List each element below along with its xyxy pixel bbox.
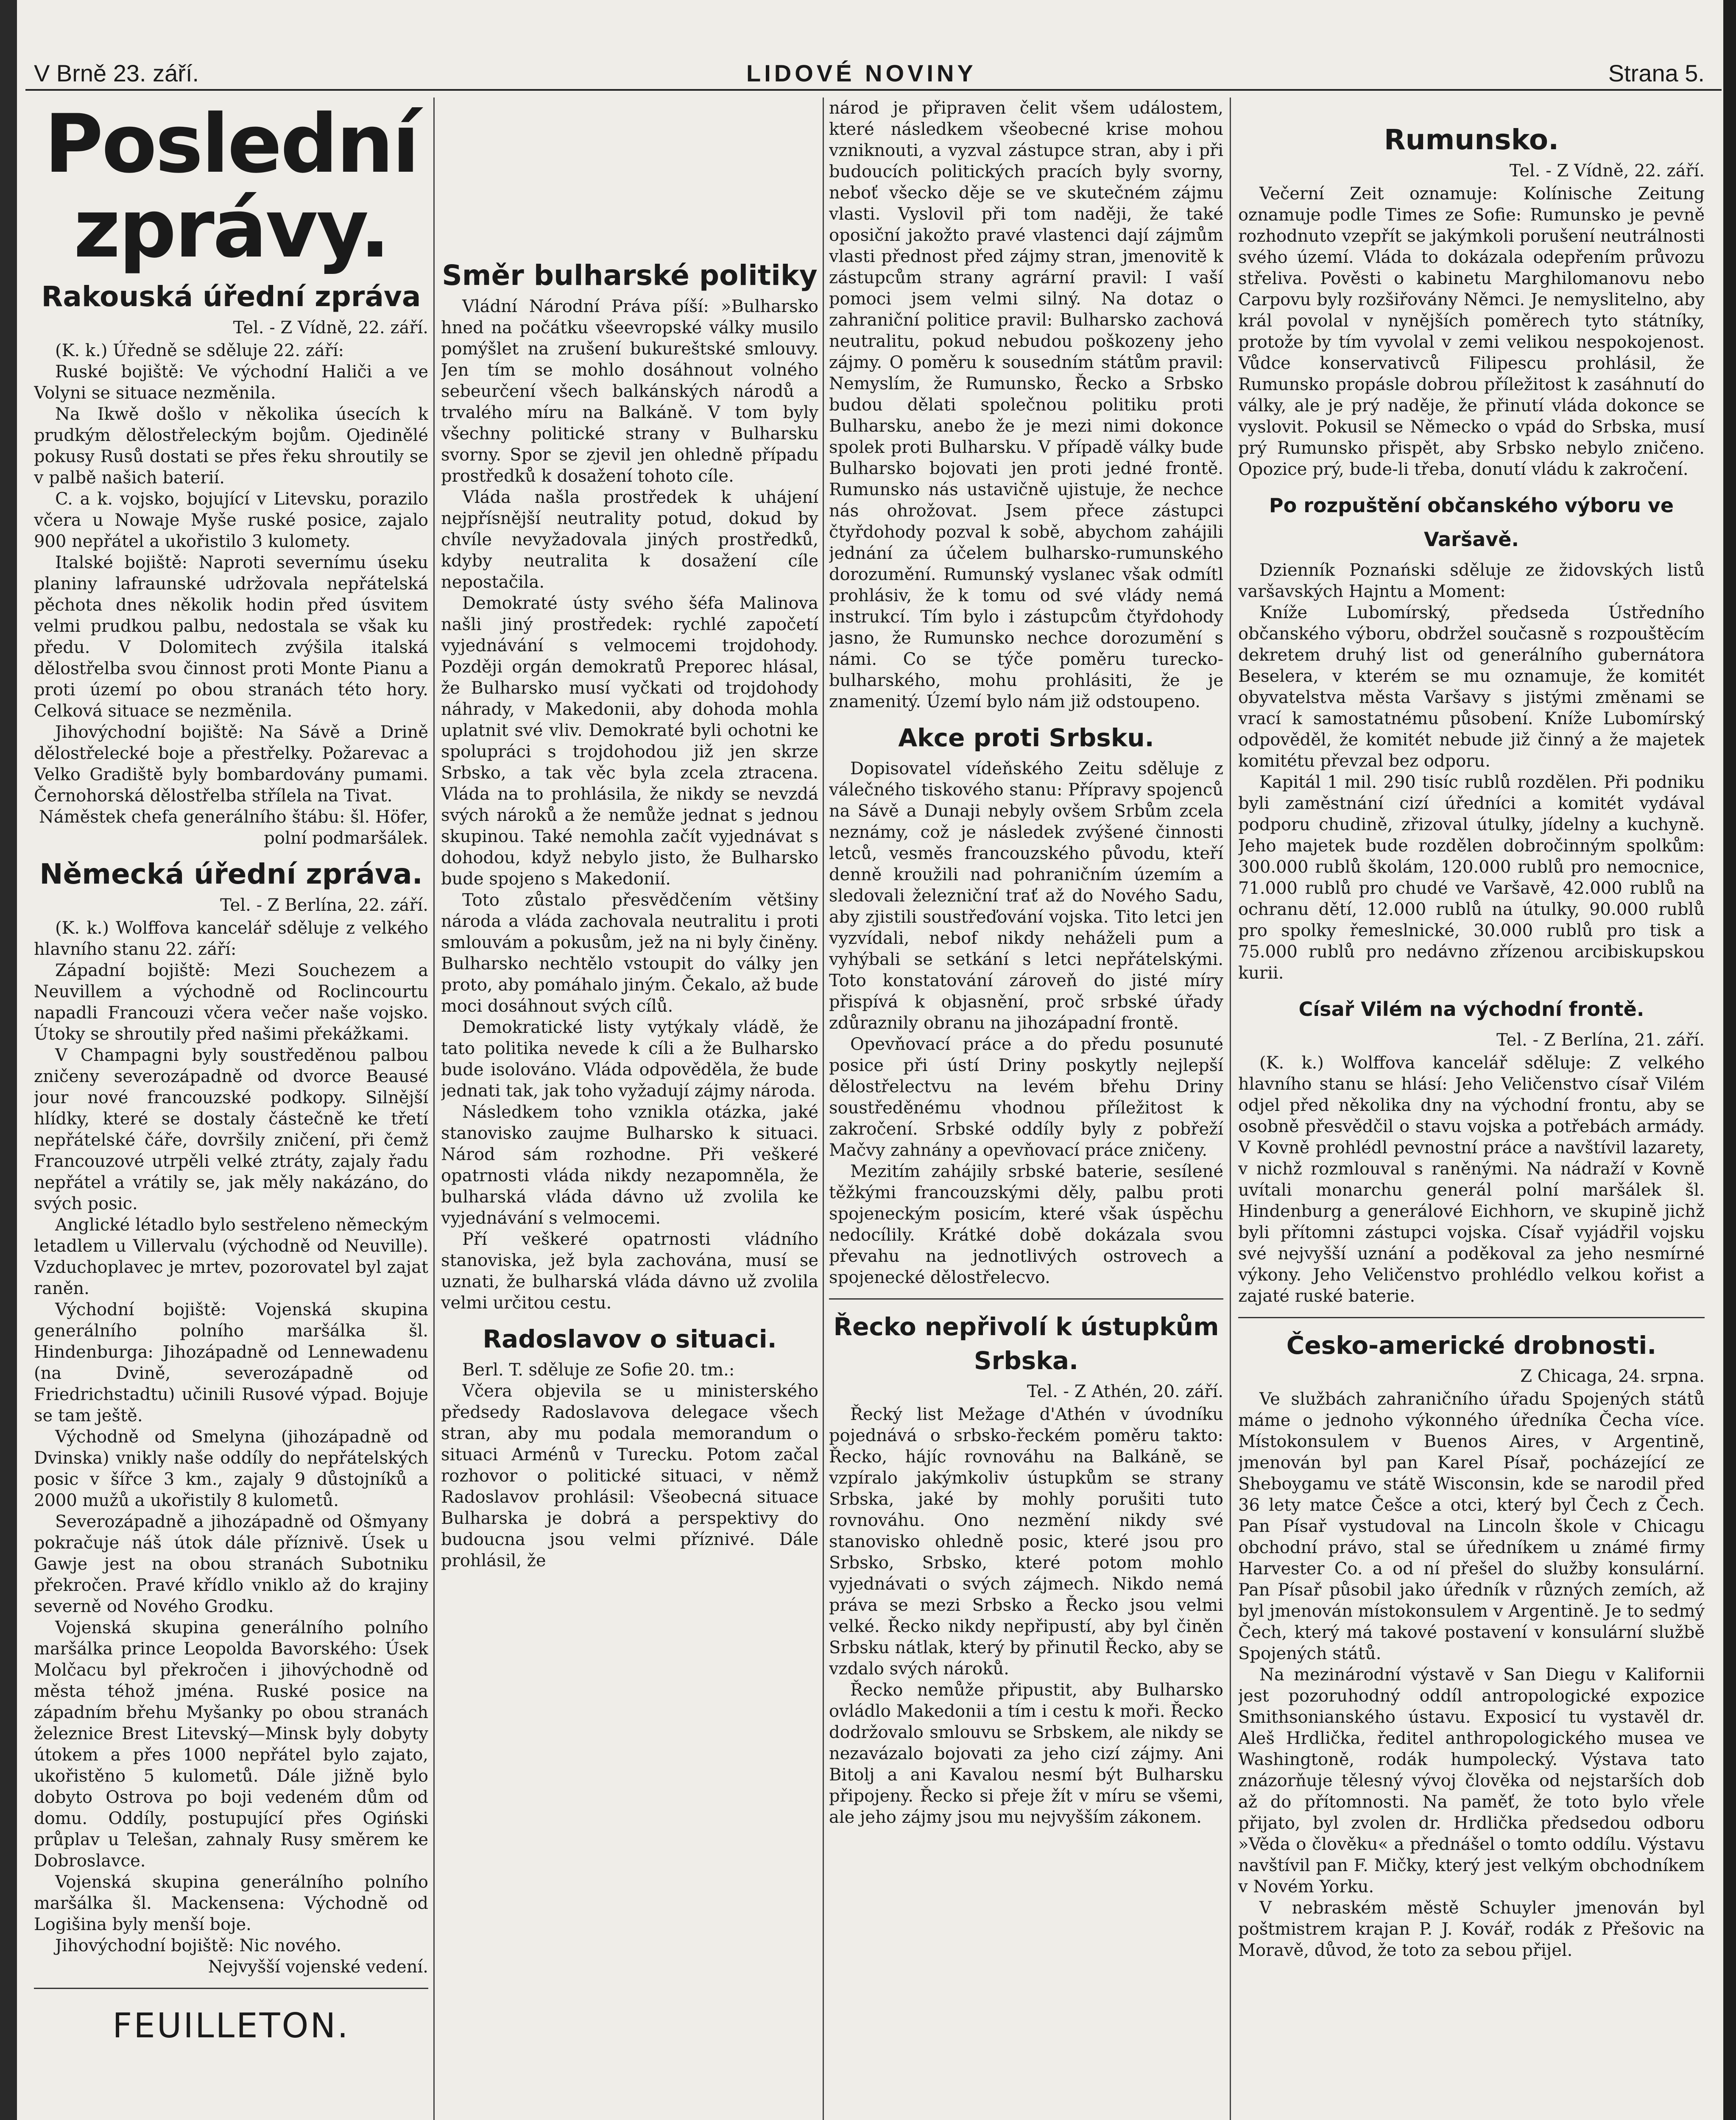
divider bbox=[829, 1298, 1223, 1300]
paragraph: Severozápadně a jihozápadně od Ošmyany pokračuje náš útok dále příznivě. Úsek u Gawje jest na obou stranách Subotniku překročen. Pravé křídlo vniklo až do krajiny severně od Nového Grodku. bbox=[34, 1512, 428, 1616]
paragraph: Vláda našla prostředek k uhájení nejpřísnější neutrality potud, dokud by chvíle nevyžadovala jiných prostředků, kdyby neutralita k dosažení cíle nepostačila. bbox=[441, 488, 818, 592]
page-header bbox=[25, 51, 1722, 91]
article-heading: Rumunsko. bbox=[1384, 123, 1559, 156]
paragraph: Kapitál 1 mil. 290 tisíc rublů rozdělen. Při podniku byli zaměstnání cizí úředníci a komitét vydával podporu chudině, zřizoval útulky, jídelny a kuchyně. Jeho majetek bude rozdělen dobročinným spolkům: 300.000 rublů školám, 120.000 rublů pro nemocnice, 71.000 rublů pro chudé ve Varšavě, 42.000 rublů na ochranu dětí, 12.000 rublů na útulky, 90.000 rublů pro spolky řemeslnické, 30.000 rublů pro tisk a 75.000 rublů pro nedávno zřízenou arcibiskupskou kurii. bbox=[1238, 773, 1705, 983]
paragraph: Anglické létadlo bylo sestřeleno německým letadlem u Villervalu (východně od Neuville). Vzduchoplavec je mrtev, pozorovatel byl zajat raněn. bbox=[34, 1215, 428, 1298]
paragraph: V Champagni byly soustředěnou palbou zničeny severozápadně od dvorce Beausé jour nové francouzské podkopy. Silnější hlídky, které se dostaly částečně ke třetí nepřátelské čáře, dovršily zničení, při čemž Francouzové utrpěli velké ztráty, zajaly řadu nepřátel a vrátily se, jak měly nakázáno, do svých posic. bbox=[34, 1046, 428, 1213]
article-heading: Akce proti Srbsku. bbox=[898, 723, 1154, 752]
paragraph: Vojenská skupina generálního polního maršálka prince Leopolda Bavorského: Úsek Molčacu byl překročen i jihovýchodně od města téhož jména. Ruské posice na západním břehu Myšanky po obou stranách železnice Brest Litevský—Minsk byly dobyty útokem a přes 1000 nepřátel bylo zajato, ukořistěno 5 kulometů. Dále jižně bylo dobyto Ostrova po boji vedeném dům od domu. Oddíly, postupující přes Ogiński průplav u Telešan, zahnaly Rusy směrem ke Dobroslavce. bbox=[34, 1618, 428, 1871]
feuilleton-heading: FEUILLETON. bbox=[112, 2006, 350, 2045]
paragraph: Západní bojiště: Mezi Souchezem a Neuvillem a východně od Roclincourtu napadli Francouzi včera večer naše vojsko. Útoky se shroutily před našimi překážkami. bbox=[34, 961, 428, 1044]
paragraph: Opevňovací práce a do předu posunuté posice při ústí Driny poskytly nejlepší dělostřelectvu na levém břehu Driny soustředěnému vhodnou příležitost k zakročení. Srbské oddíly byly z pobřeží Mačvy zahnány a opevňovací práce zničeny. bbox=[829, 1035, 1223, 1160]
paragraph: Vládní Národní Práva píší: »Bulharsko hned na počátku všeevropské války musilo pomýšlet na zrušení bukureštské smlouvy. Jen tím se mohlo dosáhnout volného sebeurčení všech balkánských národů a trvalého míru na Balkáně. V tom byly všechny politické strany v Bulharsku svorny. Spor se zjevil jen ohledně případu prostředků k dosažení tohoto cíle. bbox=[441, 297, 818, 486]
paragraph: Demokraté ústy svého šéfa Malinova našli jiný prostředek: rychlé započetí vyjednávání s velmocemi trojdohody. Později orgán demokratů Preporec hlásal, že Bulharsko musí vyčkati od trojdohody náhrady, v Makedonii, aby dohoda mohla uplatnit své vliv. Demokraté byli ochotni ke spolupráci s trojdohodou již jen skrze Srbsko, a tak věc byla zcela ztracena. Vláda na to prohlásila, že nikdy se nevzdá svých nároků a že nemůže jednat s jednou skupinou. Také nemohla začít vyjednávat s dohodou, když nebylo jisto, že Bulharsko bude spojeno s Makedonií. bbox=[441, 594, 818, 889]
paragraph: Večerní Zeit oznamuje: Kolínische Zeitung oznamuje podle Times ze Sofie: Rumunsko je pevně rozhodnuto vzepřít se jakýmkoli porušení neutrálnosti svého území. Vláda to dokázala odepřením průvozu střeliva. Pověsti o kabinetu Marghilomanovu nebo Carpovu byly rozšiřovány Němci. Je nemyslitelno, aby král povolal v nynějších poměrech tyto státníky, protože by tím vyvolal v zemi velikou nespokojenost. Vůdce konservativců Filipescu prohlásil, že Rumunsko propásle dobrou příležitost k zasáhnutí do války, ale je prý naděje, že přinutí vláda dokonce se vyslovit. Pokusil se Německo o vpád do Srbska, musí prý Rumunsko přispět, aby Srbsko nebylo zničeno. Opozice prý, bude-li třeba, donutí vládu k zakročení. bbox=[1238, 184, 1705, 479]
article-heading: Řecko nepřivolí k ústupkům Srbska. bbox=[833, 1312, 1219, 1375]
paragraph: Mezitím zahájily srbské baterie, sesílené těžkými francouzskými děly, palbu proti spojeneckým posicím, které však úspěchu nedocílily. Krátké době dokázala svou převahu na jednotlivých ostrovech a spojenecké dělostřelecvo. bbox=[829, 1162, 1223, 1287]
dateline: Tel. - Z Berlína, 21. září. bbox=[1496, 1030, 1705, 1050]
signature: Nejvyšší vojenské vedení. bbox=[208, 1957, 428, 1977]
masthead: LIDOVÉ NOVINY bbox=[746, 60, 977, 86]
signature: Náměstek chefa generálního štábu: šl. Höfer, polní podmaršálek. bbox=[39, 807, 428, 848]
paragraph: Dzienník Poznański sděluje ze židovských listů varšavských Hajntu a Moment: bbox=[1238, 561, 1705, 601]
paragraph: Demokratické listy vytýkaly vládě, že tato politika nevede k cíli a že Bulharsko bude isolováno. Vláda odpověděla, že bude jednati tak, jak toho vyžadují zájmy národa. bbox=[441, 1018, 818, 1101]
paragraph: (K. k.) Wolffova kancelář sděluje: Z velkého hlavního stanu se hlásí: Jeho Veličenstvo císař Vilém odjel před několika dny na východní frontu, aby se osobně přesvědčil o stavu vojska a potřebách armády. V Kovně prohlédl pevnostní práce a navštívil lazarety, v nichž rozmlouval s raněnými. Na nádraží v Kovně uvítali monarchu generál polní maršálek šl. Hindenburg a generálové Eichhorn, ve skupině jichž byli přítomni zástupci vojska. Císař vyjádřil vojsku své nejvyšší uznání a poděkoval za jeho nesmírné výkony. Jeho Veličenstvo prohlédlo velkou kořist a zajaté ruské baterie. bbox=[1238, 1053, 1705, 1306]
paragraph: Ve službách zahraničního úřadu Spojených států máme o jednoho výkonného úředníka Čecha více. Místokonsulem v Buenos Aires, v Argentině, jmenován byl pan Karel Písař, pocházející ze Sheboygamu ve státě Wisconsin, kde se narodil před 36 lety matce Češce a otci, který byl Čech z Čech. Pan Písař vystudoval na Lincoln škole v Chicagu obchodní právo, stal se úředníkem u známé firmy Harvester Co. a od ní přešel do služby konsulární. Pan Písař působil jako úředník v různých zemích, až byl jmenován místokonsulem v Argentině. Je to sedmý Čech, který má takové postavení v konsulární službě Spojených států. bbox=[1238, 1389, 1705, 1663]
paragraph: Na Ikwě došlo v několika úsecích k prudkým dělostřeleckým bojům. Ojedinělé pokusy Rusů dostati se přes řeku shroutily se v palbě našich baterií. bbox=[34, 404, 428, 488]
paragraph: Včera objevila se u ministerského předsedy Radoslavova delegace všech stran, aby mu podala memorandum o situaci Arménů v Turecku. Potom začal rozhovor o politické situaci, v němž Radoslavov prohlásil: Všeobecná situace Bulharska je dobrá a perspektivy do budoucna jsou velmi příznivé. Dále prohlásil, že bbox=[441, 1381, 818, 1570]
paragraph: Řecký list Mežage d'Athén v úvodníku pojednává o srbsko-řeckém poměru takto: Řecko, hájíc rovnováhu na Balkáně, se vzpíralo jakýmkoliv ústupkům se strany Srbska, jaké by mohly porušiti tuto rovnováhu. Ono nezmění nikdy své stanovisko ohledně posic, které jsou pro Srbsko, Srbsko, které potom mohlo vyjednávati o svých zájmech. Nikdo nemá práva se mezi Srbsko a Řecko jsou velmi velké. Řecko nikdy nepřipustí, aby byl činěn Srbsku nátlak, který by přinutil Řecko, aby se vzdalo svých nároků. bbox=[829, 1405, 1223, 1679]
article-heading: Směr bulharské politiky bbox=[442, 259, 818, 292]
paragraph: Jihovýchodní bojiště: Nic nového. bbox=[55, 1936, 342, 1955]
scan-border-left bbox=[0, 0, 17, 2120]
header-date: V Brně 23. září. bbox=[34, 60, 199, 86]
paragraph: V nebraském městě Schuyler jmenován byl poštmistrem krajan P. J. Kovář, rodák z Přešovic na Moravě, důvod, že toto za sebou přijel. bbox=[1238, 1898, 1705, 1960]
dateline: Tel. - Z Vídně, 22. září. bbox=[1509, 161, 1705, 181]
paragraph: C. a k. vojsko, bojující v Litevsku, porazilo včera u Nowaje Myše ruské posice, zajalo 900 nepřátel a ukořistilo 3 kulomety. bbox=[34, 489, 428, 551]
column-4 bbox=[1238, 98, 1705, 2120]
paragraph: Italské bojiště: Naproti severnímu úseku planiny lafraunské udržovala nepřátelská pěchota dnes několik hodin před úsvitem velmi prudkou palbu, nedostala se však ku předu. V Dolomitech zvýšila italská dělostřelba svou činnost proti Monte Pianu a proti území po obou stranách této hory. Celková situace se nezměnila. bbox=[34, 553, 428, 721]
article-heading: Česko-americké drobnosti. bbox=[1286, 1331, 1657, 1360]
article-heading: Císař Vilém na východní frontě. bbox=[1298, 998, 1644, 1021]
divider bbox=[34, 1988, 428, 1989]
column-rule bbox=[1230, 98, 1231, 2120]
dateline: Berl. T. sděluje ze Sofie 20. tm.: bbox=[462, 1360, 735, 1380]
paragraph: Pří veškeré opatrnosti vládního stanoviska, jež byla zachována, musí se uznati, že bulharská vláda dávno už zvolila velmi určitou cestu. bbox=[441, 1230, 818, 1313]
dateline: Tel. - Z Athén, 20. září. bbox=[1027, 1382, 1223, 1401]
article-heading: Po rozpuštění občanského výboru ve Varšavě. bbox=[1269, 494, 1674, 551]
column-rule bbox=[823, 98, 824, 2120]
paragraph: Následkem toho vznikla otázka, jaké stanovisko zaujme Bulharsko k situaci. Národ sám rozhodne. Při veškeré opatrnosti vláda nikdy nezapomněla, že bulharská vláda dávno už zvolila ke vyjednávání s velmocemi. bbox=[441, 1102, 818, 1228]
paragraph: Na mezinárodní výstavě v San Diegu v Kalifornii jest pozoruhodný oddíl antropologické expozice Smithsonianského ústavu. Exposicí tu vystavěl dr. Aleš Hrdlička, ředitel anthropologického musea ve Washingtoně, rodák humpolecký. Výstava tato znázorňuje tělesný vývoj člověka od nejstarších dob až do přítomnosti. Na paměť, že toto bylo vřele přijato, byl zvolen dr. Hrdlička předsedou odboru »Věda o člověku« a přednášel o tomto oddílu. Výstavu navštívil pan F. Mičky, který jest velkým obchodníkem v Novém Yorku. bbox=[1238, 1665, 1705, 1897]
scan-border-right bbox=[1723, 0, 1736, 2120]
column-2 bbox=[441, 98, 818, 2120]
article-heading: Rakouská úřední zpráva bbox=[41, 280, 421, 313]
paragraph: (K. k.) Wolffova kancelář sděluje z velkého hlavního stanu 22. září: bbox=[34, 918, 428, 959]
dateline: Tel. - Z Vídně, 22. září. bbox=[233, 318, 428, 338]
page-number: Strana 5. bbox=[1608, 60, 1705, 86]
paragraph: národ je připraven čelit všem událostem, které následkem všeobecné krise mohou vzniknouti, a vyzval zástupce stran, aby i při budoucích politických pracích byly svorny, neboť všecko děje se ve skutečném zájmu vlasti. Vyslovil při tom naději, že také oposiční jakožto pravé vlastenci dají zájmům vlasti přednost před zájmy stran, jmenovitě k zástupcům strany agrární pravil: I vaší pomoci jsem velmi silný. Na dotaz o zahraniční politice pravil: Bulharsko zachová neutralitu, pokud nebudou poškozeny jeho zájmy. O poměru k sousedním státům pravil: Nemyslím, že Rumunsko, Řecko a Srbsko budou dělati společnou politiku proti Bulharsku, anebo že je mezi nimi dokonce spolek proti Bulharsku. V případě války bude Bulharsko bojovati jen proti jedné frontě. Rumunsko nás ustavičně ujistuje, že nechce nás ohrožovat. Jsem přece zástupci čtyřdohody pozval k sobě, abychom zahájili jednání za účelem bulharsko-rumunského dorozumění. Rumunský vyslanec však odmítl prohlásiv, že k tomu od své vlády nemá instrukcí. Tím bylo i zástupcům čtyřdohody jasno, že Rumunsko nechce dorozumění s námi. Co se týče poměru turecko-bulharského, mohu prohlásiti, že je znamenitý. Území bylo nám již odstoupeno. bbox=[829, 98, 1223, 711]
column-rule bbox=[433, 98, 435, 2120]
dateline: Tel. - Z Berlína, 22. září. bbox=[220, 895, 428, 915]
paragraph: Jihovýchodní bojiště: Na Sávě a Drině dělostřelecké boje a přestřelky. Požarevac a Velko Gradiště byly bombardovány pumami. Černohorská dělostřelba střílela na Tivat. bbox=[34, 722, 428, 806]
article-heading: Radoslavov o situaci. bbox=[483, 1325, 777, 1353]
paragraph: Vojenská skupina generálního polního maršálka šl. Mackensena: Východně od Logišina byly menší boje. bbox=[34, 1872, 428, 1934]
column-1 bbox=[34, 98, 428, 2120]
paragraph: (K. k.) Úředně se sděluje 22. září: bbox=[55, 341, 344, 360]
divider bbox=[1238, 1317, 1705, 1318]
paragraph: Východně od Smelyna (jihozápadně od Dvinska) vnikly naše oddíly do nepřátelských posic v šířce 3 km., zajaly 9 důstojníků a 2000 mužů a ukořistily 8 kulometů. bbox=[34, 1427, 428, 1510]
paragraph: Řecko nemůže připustit, aby Bulharsko ovládlo Makedonii a tím i cestu k moři. Řecko dodržovalo smlouvu se Srbskem, ale nikdy se nezavázalo bojovati za jeho cizí zájmy. Ani Bitolj a ani Kavalou nesmí být Bulharsku připojeny. Řecko si přeje žít v míru se všemi, ale jeho zájmy jsou mu nejvyšším zákonem. bbox=[829, 1680, 1223, 1827]
article-heading: Německá úřední zpráva. bbox=[39, 858, 423, 890]
paragraph: Toto zůstalo přesvědčením většiny národa a vláda zachovala neutralitu i proti smlouvám a pokusům, jež na ni byly činěny. Bulharsko nechtělo vstoupit do války jen proto, aby pomáhalo jiným. Čekalo, až bude moci dosáhnout svých cílů. bbox=[441, 890, 818, 1016]
paragraph: Ruské bojiště: Ve východní Haliči a ve Volyni se situace nezměnila. bbox=[34, 362, 428, 403]
dateline: Z Chicaga, 24. srpna. bbox=[1520, 1367, 1705, 1386]
page-title: Poslední zprávy. bbox=[44, 98, 418, 276]
column-3 bbox=[829, 98, 1223, 2120]
paragraph: Východní bojiště: Vojenská skupina generálního polního maršálka šl. Hindenburga: Jihozápadně od Lennewadenu (na Dvině, severozápadně od Friedrichstadtu) učinili Rusové výpad. Bojuje se tam ještě. bbox=[34, 1300, 428, 1425]
paragraph: Kníže Lubomírský, předseda Ústředního občanského výboru, obdržel současně s rozpouštěcím dekretem druhý list od generálního gubernátora Beselera, v kterém se mu oznamuje, že komitét obyvatelstva města Varšavy s jistými změnami se vrací k samostatnému působení. Kníže Lubomírský odpověděl, že komitét nebude již činný a že majetek komitétu převzal bez odporu. bbox=[1238, 603, 1705, 771]
paragraph: Dopisovatel vídeňského Zeitu sděluje z válečného tiskového stanu: Přípravy spojenců na Sávě a Dunaji nebyly ovšem Srbům zcela neznámy, což je následek zvýšené činnosti letců, vesměs francouzského původu, kteří denně kroužili nad pohraničním územím a sledovali železniční trať až do Nového Sadu, aby zjistili soustřeďování vojska. Tito letci jen vyzvídali, nebof nikdy neháželi pum a vyhýbali se setkání s letci nepřátelskými. Toto konstatování zároveň do jisté míry přispívá k objasnění, proč srbské úřady zdůraznily obranu na jihozápadní frontě. bbox=[829, 759, 1223, 1033]
